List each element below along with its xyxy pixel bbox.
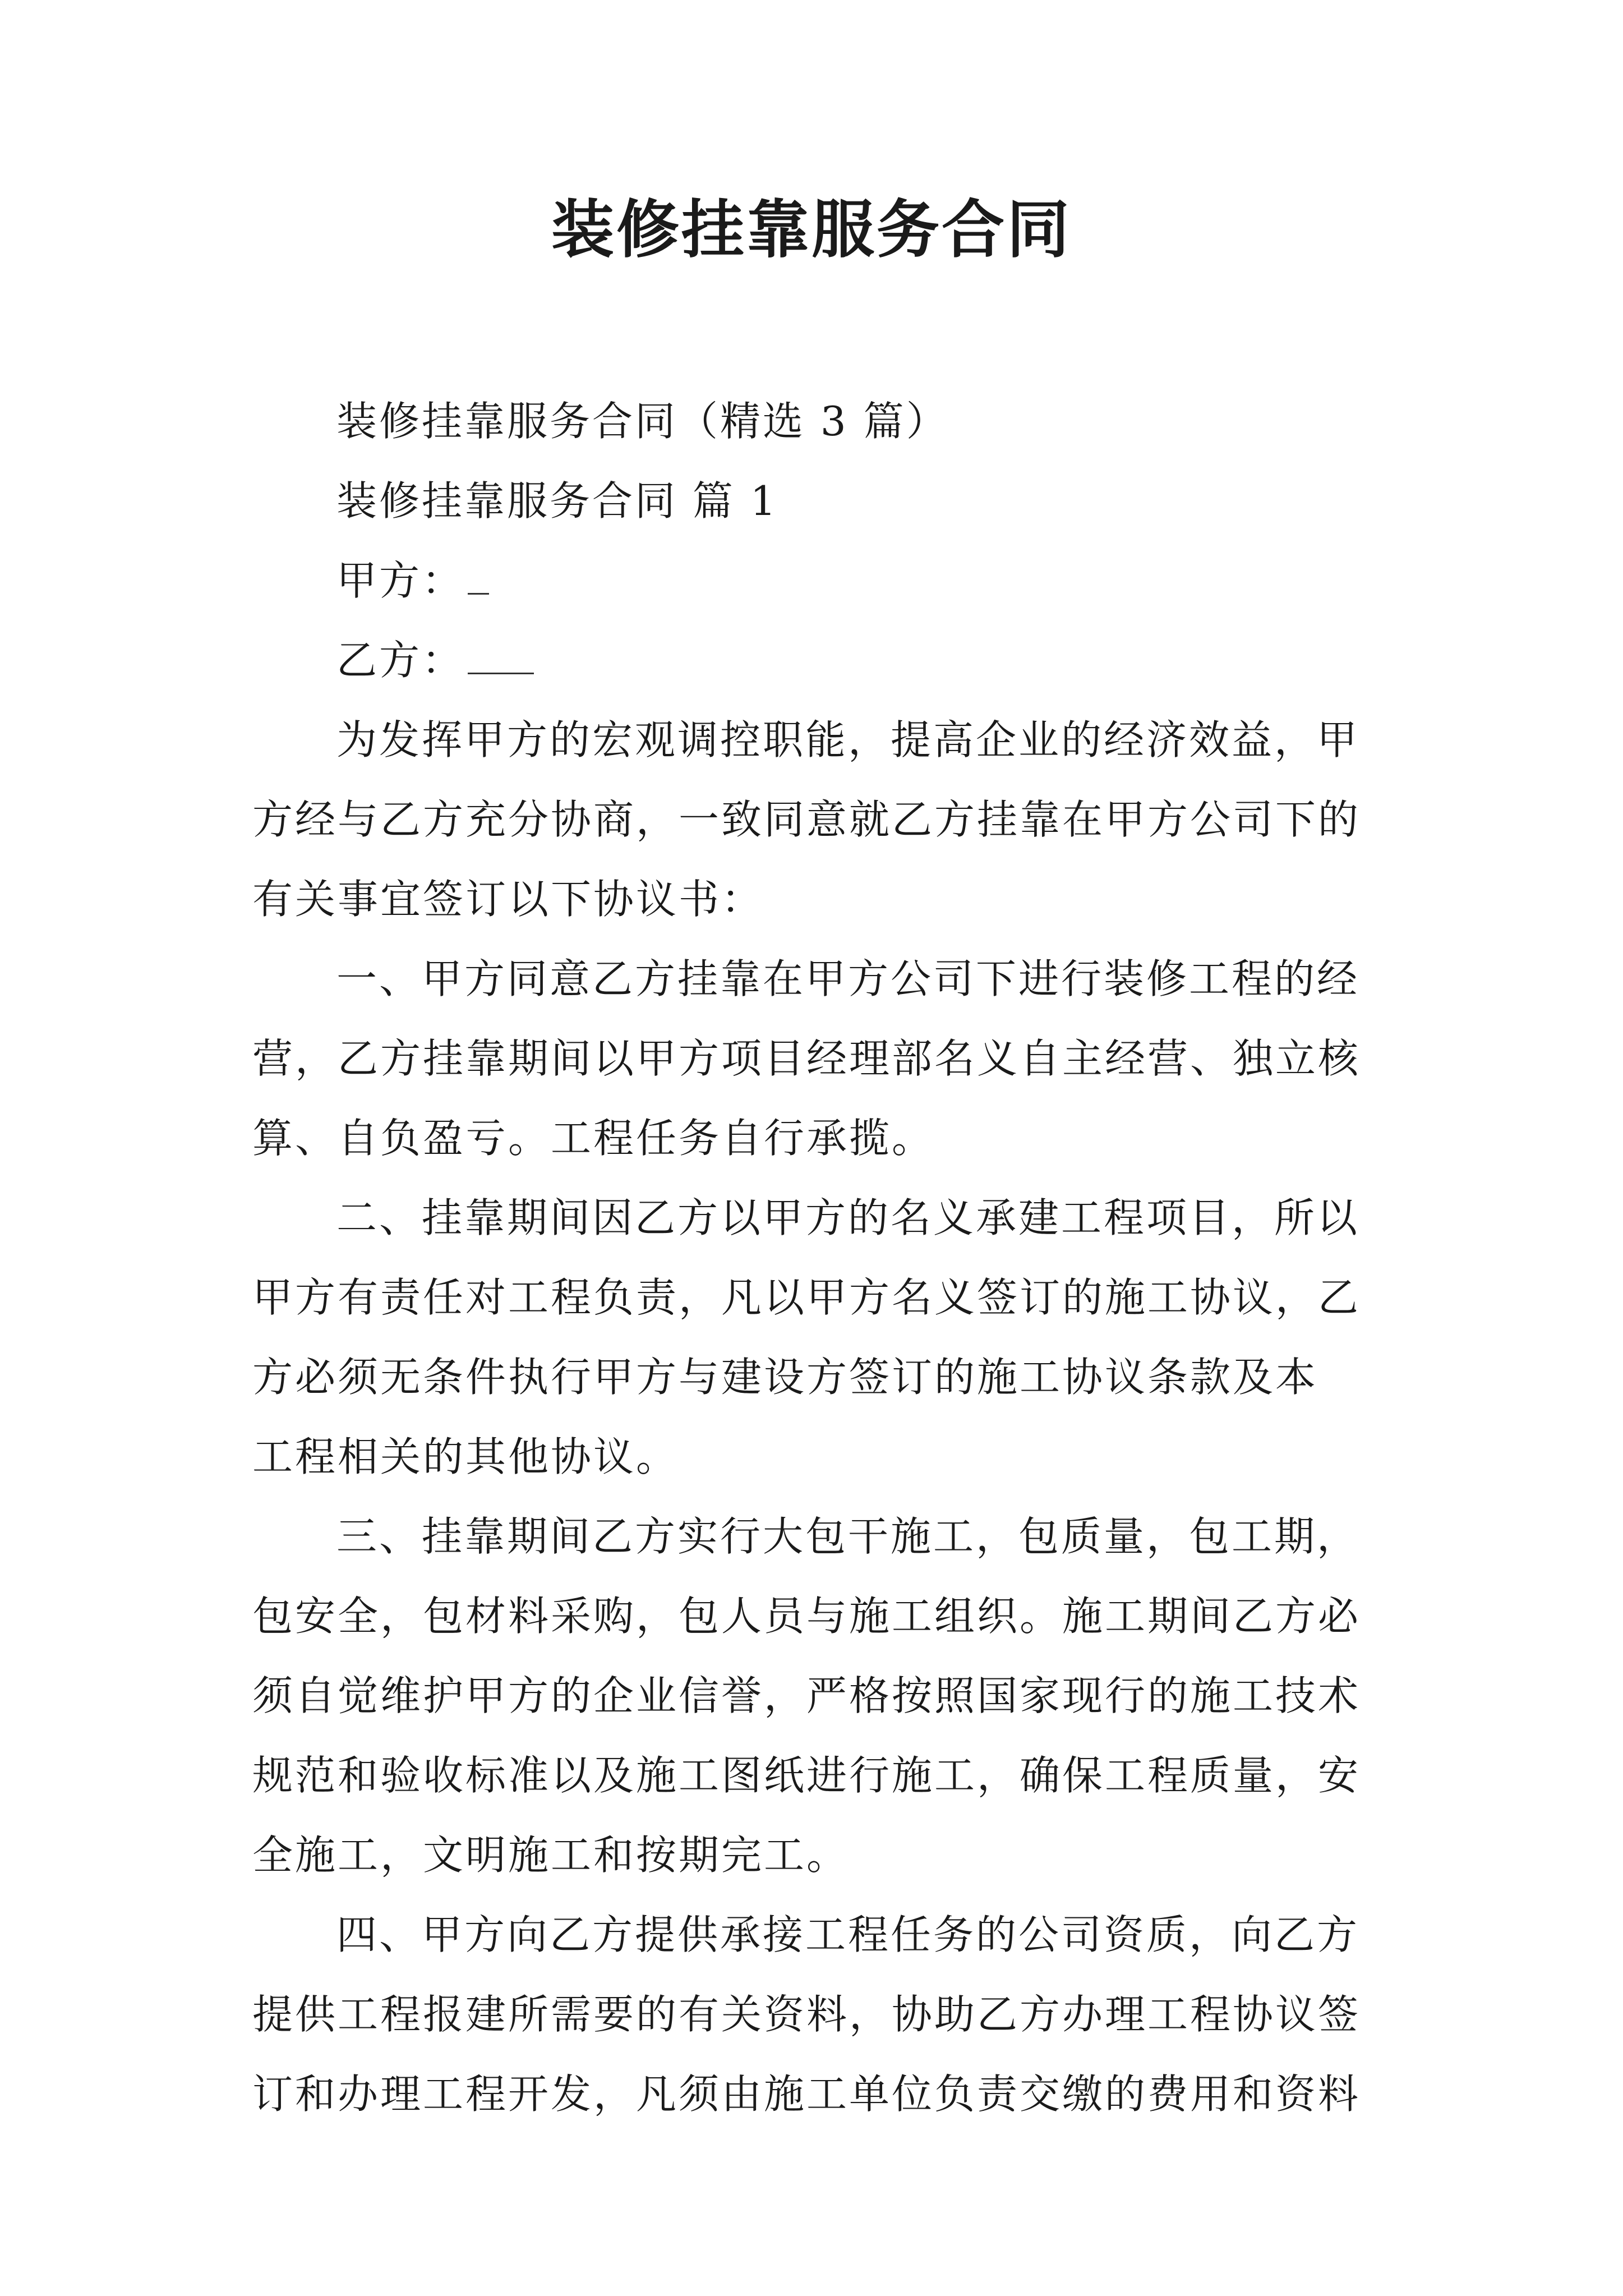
party-a-label: 甲方：: [336, 557, 465, 604]
party-a-blank: [468, 564, 489, 595]
paragraph-line: 营，乙方挂靠期间以甲方项目经理部名义自主经营、独立核: [252, 1035, 1361, 1082]
paragraph-line: 一、甲方同意乙方挂靠在甲方公司下进行装修工程的经: [336, 955, 1360, 1002]
paragraph-line: 甲方有责任对工程负责，凡以甲方名义签订的施工协议，乙: [252, 1274, 1361, 1321]
paragraph-line: 规范和验收标准以及施工图纸进行施工，确保工程质量，安: [252, 1752, 1361, 1799]
party-b-line: [336, 620, 534, 700]
paragraph-line: 方必须无条件执行甲方与建设方签订的施工协议条款及本: [252, 1354, 1318, 1401]
paragraph-line: 为发挥甲方的宏观调控职能，提高企业的经济效益，甲: [336, 716, 1360, 763]
paragraph-line: 包安全，包材料采购，包人员与施工组织。施工期间乙方必: [252, 1593, 1361, 1640]
section-heading: 装修挂靠服务合同 篇 1: [336, 477, 778, 524]
paragraph-line: 四、甲方向乙方提供承接工程任务的公司资质，向乙方: [336, 1911, 1360, 1958]
paragraph-line: 须自觉维护甲方的企业信誉，严格按照国家现行的施工技术: [252, 1672, 1361, 1719]
subtitle-line: 装修挂靠服务合同（精选 3 篇）: [336, 398, 949, 445]
document-title: 装修挂靠服务合同: [551, 193, 1072, 266]
paragraph-line: 订和办理工程开发，凡须由施工单位负责交缴的费用和资料: [252, 2070, 1361, 2118]
paragraph-line: 三、挂靠期间乙方实行大包干施工，包质量，包工期，: [336, 1513, 1360, 1560]
paragraph-line: 有关事宜签订以下协议书：: [252, 876, 764, 923]
paragraph-line: 提供工程报建所需要的有关资料，协助乙方办理工程协议签: [252, 1991, 1361, 2038]
paragraph-line: 二、挂靠期间因乙方以甲方的名义承建工程项目，所以: [336, 1194, 1360, 1241]
party-b-label: 乙方：: [336, 637, 465, 684]
party-a-line: [336, 541, 489, 620]
paragraph-line: 方经与乙方充分协商，一致同意就乙方挂靠在甲方公司下的: [252, 796, 1361, 843]
paragraph-line: 工程相关的其他协议。: [252, 1433, 679, 1480]
paragraph-line: 全施工，文明施工和按期完工。: [252, 1832, 850, 1879]
paragraph-line: 算、自负盈亏。工程任务自行承揽。: [252, 1115, 935, 1162]
party-b-blank: [468, 643, 534, 674]
